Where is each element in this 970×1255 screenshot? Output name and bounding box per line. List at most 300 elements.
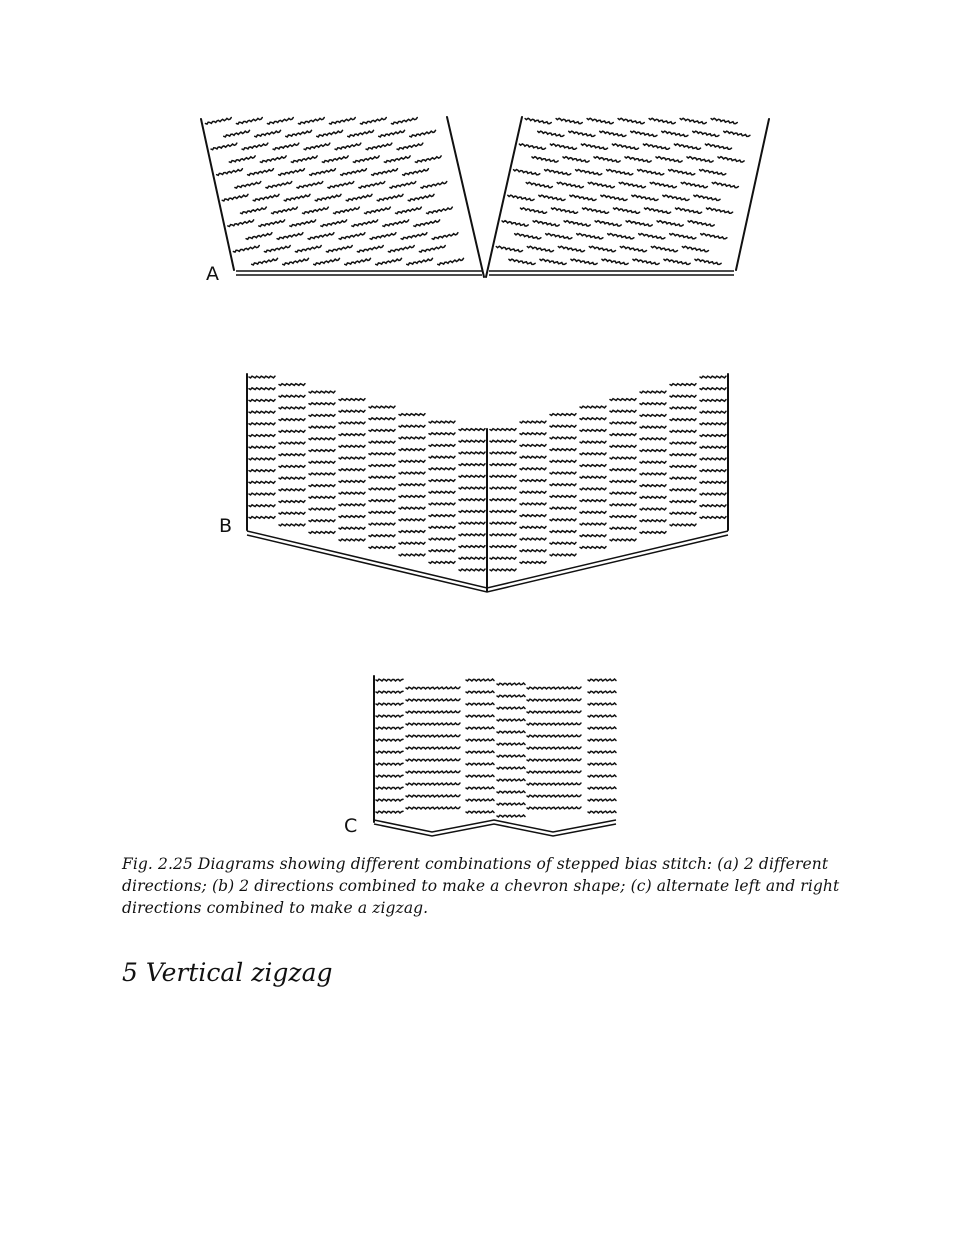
stitch	[466, 691, 494, 693]
stitch	[429, 550, 455, 552]
stitch	[662, 131, 688, 136]
stitch	[588, 703, 616, 705]
panel-a-right-edge	[736, 119, 769, 270]
stitch	[588, 799, 616, 801]
stitch	[520, 550, 546, 552]
stitch	[490, 475, 516, 477]
stitch	[670, 419, 696, 421]
panel-a-left-edge	[201, 119, 234, 270]
stitch	[399, 519, 425, 521]
stitch	[701, 234, 727, 239]
stitch	[580, 511, 606, 513]
stitch	[399, 554, 425, 556]
stitch	[724, 131, 750, 136]
stitch	[369, 500, 395, 502]
stitch	[490, 511, 516, 513]
caption-line-3: directions combined to make a zigzag.	[122, 899, 429, 917]
stitch	[497, 695, 525, 697]
stitch	[527, 795, 581, 797]
stitch	[459, 475, 485, 477]
stitch	[700, 423, 726, 425]
stitch	[241, 207, 267, 214]
stitch	[700, 458, 726, 460]
stitch	[571, 259, 597, 264]
stitch	[249, 400, 275, 402]
panel-c-zigzag-base-inner	[374, 824, 616, 836]
stitch	[680, 118, 706, 123]
stitch	[670, 395, 696, 397]
stitch	[406, 735, 460, 737]
stitch	[589, 246, 615, 251]
stitch	[369, 430, 395, 432]
stitch	[459, 546, 485, 548]
stitch	[580, 418, 606, 420]
stitch	[399, 484, 425, 486]
stitch	[490, 464, 516, 466]
stitch	[610, 516, 636, 518]
stitch	[310, 169, 336, 176]
stitch	[610, 410, 636, 412]
stitch	[550, 425, 576, 427]
stitch	[266, 182, 292, 189]
stitch	[415, 156, 441, 163]
stitch	[328, 182, 354, 189]
stitch	[309, 473, 335, 475]
stitch	[557, 182, 583, 187]
stitch	[509, 259, 535, 264]
stitch	[279, 454, 305, 456]
stitch	[360, 118, 386, 125]
panel-label-c: C	[344, 815, 358, 837]
stitch	[640, 461, 666, 463]
stitch	[222, 194, 248, 201]
stitch	[588, 739, 616, 741]
stitch	[339, 399, 365, 401]
stitch	[253, 194, 279, 201]
stitch	[644, 208, 670, 213]
stitch	[527, 735, 581, 737]
stitch	[459, 440, 485, 442]
stitch	[396, 207, 422, 214]
stitch	[520, 433, 546, 435]
stitch	[497, 707, 525, 709]
stitch	[339, 539, 365, 541]
stitch	[594, 157, 620, 162]
stitch	[406, 807, 460, 809]
stitch	[497, 743, 525, 745]
stitch	[640, 391, 666, 393]
stitch	[309, 426, 335, 428]
stitch	[527, 771, 581, 773]
stitch	[295, 246, 321, 253]
stitch	[496, 246, 522, 251]
stitch	[459, 429, 485, 431]
stitch	[700, 470, 726, 472]
stitch	[279, 395, 305, 397]
stitch	[550, 460, 576, 462]
stitch	[556, 118, 582, 123]
stitch	[279, 466, 305, 468]
stitch	[376, 811, 403, 813]
stitch	[297, 182, 323, 189]
stitch	[700, 435, 726, 437]
stitch	[674, 144, 700, 149]
stitch	[429, 562, 455, 564]
stitch	[519, 144, 545, 149]
stitch	[309, 438, 335, 440]
stitch	[401, 233, 427, 240]
stitch	[459, 522, 485, 524]
stitch	[339, 504, 365, 506]
stitch	[249, 481, 275, 483]
stitch	[438, 258, 464, 265]
stitch	[236, 118, 262, 125]
stitch	[348, 130, 374, 137]
stitch	[694, 195, 720, 200]
stitch	[670, 466, 696, 468]
stitch	[249, 446, 275, 448]
stitch	[545, 170, 571, 175]
stitch	[631, 131, 657, 136]
stitch	[406, 771, 460, 773]
stitch	[309, 496, 335, 498]
stitch	[260, 156, 286, 163]
stitch	[700, 481, 726, 483]
stitch	[279, 419, 305, 421]
stitch	[640, 450, 666, 452]
stitch	[550, 496, 576, 498]
stitch	[607, 170, 633, 175]
stitch	[588, 715, 616, 717]
stitch	[700, 411, 726, 413]
stitch	[466, 799, 494, 801]
stitch	[399, 437, 425, 439]
stitch	[279, 407, 305, 409]
stitch	[705, 144, 731, 149]
stitch	[490, 440, 516, 442]
stitch	[525, 118, 551, 123]
stitch	[399, 425, 425, 427]
stitch	[249, 423, 275, 425]
stitch	[711, 118, 737, 123]
stitch	[632, 195, 658, 200]
stitch	[706, 208, 732, 213]
stitch	[582, 208, 608, 213]
stitch	[619, 182, 645, 187]
stitch	[317, 130, 343, 137]
stitch	[399, 531, 425, 533]
stitch	[564, 221, 590, 226]
stitch	[399, 449, 425, 451]
stitch	[580, 406, 606, 408]
stitch	[369, 406, 395, 408]
stitch	[527, 747, 581, 749]
stitch	[610, 481, 636, 483]
stitch	[656, 157, 682, 162]
stitch	[520, 468, 546, 470]
stitch	[520, 515, 546, 517]
stitch	[700, 505, 726, 507]
stitch	[550, 542, 576, 544]
stitch	[309, 485, 335, 487]
stitch	[550, 554, 576, 556]
stitch	[526, 182, 552, 187]
stitch	[550, 449, 576, 451]
stitch	[610, 422, 636, 424]
stitch	[249, 388, 275, 390]
stitch	[520, 421, 546, 423]
stitch	[700, 170, 726, 175]
stitch	[638, 170, 664, 175]
stitch	[670, 442, 696, 444]
stitch	[515, 234, 541, 239]
stitch	[429, 445, 455, 447]
stitch	[612, 144, 638, 149]
stitch	[700, 376, 726, 378]
stitch	[538, 131, 564, 136]
stitch	[643, 144, 669, 149]
stitch	[249, 505, 275, 507]
stitch	[577, 234, 603, 239]
stitch	[406, 783, 460, 785]
stitch	[580, 488, 606, 490]
stitch	[718, 157, 744, 162]
stitch	[309, 461, 335, 463]
stitch	[339, 422, 365, 424]
stitch	[339, 492, 365, 494]
stitch	[520, 503, 546, 505]
stitch	[670, 454, 696, 456]
stitch	[429, 468, 455, 470]
stitch	[376, 739, 403, 741]
stitch	[527, 699, 581, 701]
stitch	[249, 470, 275, 472]
stitch	[376, 799, 403, 801]
caption-line-1: Fig. 2.25 Diagrams showing different combinations of stepped bias stitch: (a) 2 different	[122, 855, 829, 873]
stitch	[466, 751, 494, 753]
stitch	[640, 485, 666, 487]
stitch	[346, 194, 372, 201]
stitch	[369, 453, 395, 455]
stitch	[459, 464, 485, 466]
stitch	[490, 487, 516, 489]
stitch	[550, 484, 576, 486]
stitch	[370, 233, 396, 240]
stitch	[369, 465, 395, 467]
stitch	[279, 169, 305, 176]
stitch	[376, 703, 403, 705]
stitch	[255, 130, 281, 137]
stitch	[588, 751, 616, 753]
stitch	[309, 450, 335, 452]
stitch	[399, 472, 425, 474]
stitch	[205, 118, 231, 125]
stitch	[466, 703, 494, 705]
stitch	[618, 118, 644, 123]
stitch	[339, 233, 365, 240]
stitch	[279, 442, 305, 444]
stitch	[657, 221, 683, 226]
stitch	[640, 508, 666, 510]
stitch	[229, 156, 255, 163]
stitch	[466, 679, 494, 681]
stitch	[588, 727, 616, 729]
panel-a-two-directions	[201, 117, 769, 277]
stitch	[588, 811, 616, 813]
stitch	[466, 739, 494, 741]
stitch	[242, 143, 268, 150]
stitch	[273, 143, 299, 150]
stitch	[633, 259, 659, 264]
stitch	[587, 118, 613, 123]
stitch	[369, 523, 395, 525]
stitch	[649, 118, 675, 123]
stitch	[490, 522, 516, 524]
stitch	[399, 542, 425, 544]
stitch	[700, 400, 726, 402]
stitch	[551, 208, 577, 213]
stitch	[490, 534, 516, 536]
stitch	[259, 220, 285, 227]
stitch	[309, 415, 335, 417]
stitch	[527, 759, 581, 761]
stitch	[329, 118, 355, 125]
stitch	[366, 143, 392, 150]
stitch	[693, 131, 719, 136]
stitch	[514, 170, 540, 175]
stitch	[429, 433, 455, 435]
stitch	[490, 546, 516, 548]
stitch	[429, 456, 455, 458]
stitch	[670, 501, 696, 503]
stitch	[284, 194, 310, 201]
stitch	[466, 763, 494, 765]
stitch	[228, 220, 254, 227]
stitch	[339, 469, 365, 471]
stitch	[466, 787, 494, 789]
stitch	[399, 414, 425, 416]
stitch	[304, 143, 330, 150]
stitch	[580, 441, 606, 443]
stitch	[610, 469, 636, 471]
stitch	[286, 130, 312, 137]
stitch	[376, 787, 403, 789]
stitch	[546, 234, 572, 239]
stitch	[406, 699, 460, 701]
stitch	[408, 194, 434, 201]
stitch	[550, 437, 576, 439]
stitch	[309, 391, 335, 393]
stitch	[377, 194, 403, 201]
stitch	[334, 207, 360, 214]
stitch	[279, 489, 305, 491]
stitch	[339, 527, 365, 529]
stitch	[527, 687, 581, 689]
stitch	[497, 683, 525, 685]
stitch	[376, 258, 402, 265]
stitch	[429, 526, 455, 528]
stitch	[497, 767, 525, 769]
stitch	[376, 715, 403, 717]
stitch	[610, 527, 636, 529]
stitch	[315, 194, 341, 201]
stitch	[576, 170, 602, 175]
stitch	[421, 182, 447, 189]
stitch	[670, 407, 696, 409]
stitch	[384, 156, 410, 163]
stitch	[459, 534, 485, 536]
stitch	[410, 130, 436, 137]
stitch	[681, 182, 707, 187]
stitch	[527, 807, 581, 809]
stitch	[588, 182, 614, 187]
stitch	[459, 487, 485, 489]
stitch	[466, 811, 494, 813]
stitch	[321, 220, 347, 227]
stitch	[580, 547, 606, 549]
stitch	[359, 182, 385, 189]
stitch	[459, 511, 485, 513]
stitch	[369, 476, 395, 478]
stitch	[595, 221, 621, 226]
stitch	[279, 384, 305, 386]
stitch	[391, 118, 417, 125]
stitch	[309, 520, 335, 522]
stitch	[497, 719, 525, 721]
stitch	[532, 157, 558, 162]
stitch	[550, 507, 576, 509]
stitch	[339, 434, 365, 436]
stitch	[580, 523, 606, 525]
stitch	[520, 480, 546, 482]
stitch	[670, 384, 696, 386]
stitch	[650, 182, 676, 187]
stitch	[588, 775, 616, 777]
stitch	[233, 246, 259, 253]
stitch	[527, 783, 581, 785]
stitch	[663, 195, 689, 200]
stitch	[550, 472, 576, 474]
stitch	[588, 691, 616, 693]
stitch	[570, 195, 596, 200]
stitch	[502, 221, 528, 226]
stitch	[283, 258, 309, 265]
stitch	[520, 208, 546, 213]
panel-b-chevron	[247, 374, 728, 592]
stitch	[580, 535, 606, 537]
section-heading: 5 Vertical zigzag	[122, 958, 333, 987]
stitch	[588, 763, 616, 765]
stitch	[626, 221, 652, 226]
panel-a-center-left-edge	[447, 117, 484, 277]
figure-caption	[122, 853, 840, 919]
stitch	[640, 520, 666, 522]
stitch	[353, 156, 379, 163]
stitch	[600, 131, 626, 136]
stitch	[466, 727, 494, 729]
stitch	[357, 246, 383, 253]
stitch	[376, 727, 403, 729]
stitch	[610, 399, 636, 401]
stitch	[497, 731, 525, 733]
stitch	[388, 246, 414, 253]
stitch	[563, 157, 589, 162]
stitch	[670, 489, 696, 491]
stitch	[339, 445, 365, 447]
stitch	[459, 557, 485, 559]
stitch	[406, 747, 460, 749]
stitch	[497, 755, 525, 757]
